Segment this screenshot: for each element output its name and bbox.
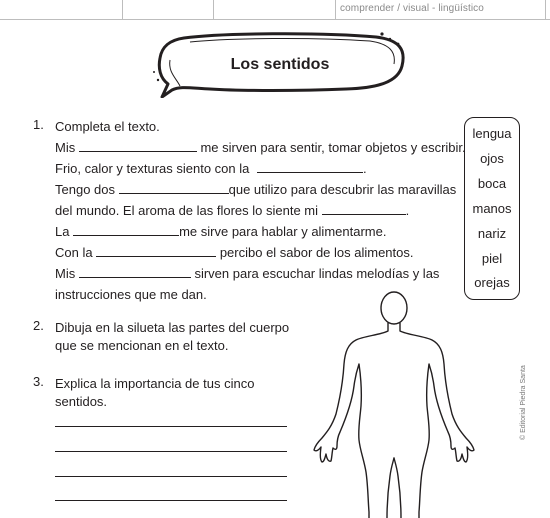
blank-field[interactable] — [96, 245, 216, 257]
question-1-instruction: Completa el texto. — [55, 119, 160, 134]
fill-line-7: Mis sirven para escuchar lindas melodías y las — [55, 266, 440, 281]
word-bank-item: manos — [472, 201, 512, 216]
blank-field[interactable] — [119, 182, 229, 194]
word-bank — [464, 117, 520, 300]
answer-line[interactable] — [55, 476, 287, 477]
fill-line-5: La me sirve para hablar y alimentarme. — [55, 224, 387, 239]
question-3-line-2: sentidos. — [55, 394, 108, 409]
human-body-outline-icon[interactable] — [312, 290, 477, 518]
fill-line-2: Frio, calor y texturas siento con la . — [55, 161, 367, 176]
word-bank-item: orejas — [474, 275, 510, 290]
word-bank-item: nariz — [477, 226, 507, 241]
fill-line-8: instrucciones que me dan. — [55, 287, 207, 302]
skill-tags: comprender / visual - lingüístico — [340, 3, 484, 14]
word-bank-item: boca — [477, 176, 507, 191]
header-divider — [545, 0, 546, 19]
word-bank-item: lengua — [472, 126, 512, 141]
header-divider — [122, 0, 123, 19]
fill-line-6: Con la percibo el sabor de los alimentos. — [55, 245, 414, 260]
question-2-line-1: Dibuja en la silueta las partes del cuerpo — [55, 320, 290, 335]
blank-field[interactable] — [79, 140, 197, 152]
answer-line[interactable] — [55, 451, 287, 452]
word-bank-item: ojos — [480, 151, 504, 166]
question-3-number: 3. — [33, 374, 44, 389]
title-bubble — [150, 28, 410, 98]
answer-line[interactable] — [55, 500, 287, 501]
fill-line-1: Mis me sirven para sentir, tomar objetos y escribir. — [55, 140, 466, 155]
header-rule — [0, 19, 550, 20]
copyright-credit: © Editorial Piedra Santa — [520, 365, 527, 440]
header-divider — [335, 0, 336, 19]
page-header — [0, 0, 550, 20]
blank-field[interactable] — [322, 203, 406, 215]
blank-field[interactable] — [257, 161, 363, 173]
header-divider — [213, 0, 214, 19]
question-2-number: 2. — [33, 318, 44, 333]
fill-line-3: Tengo dos que utilizo para descubrir las maravillas — [55, 182, 457, 197]
answer-line[interactable] — [55, 426, 287, 427]
blank-field[interactable] — [73, 224, 179, 236]
page-title: Los sentidos — [230, 56, 330, 73]
question-2-line-2: que se mencionan en el texto. — [55, 338, 229, 353]
blank-field[interactable] — [79, 266, 191, 278]
question-3-line-1: Explica la importancia de tus cinco — [55, 376, 255, 391]
question-1-number: 1. — [33, 117, 44, 132]
fill-line-4: del mundo. El aroma de las flores lo siente mi . — [55, 203, 410, 218]
word-bank-item: piel — [481, 251, 503, 266]
